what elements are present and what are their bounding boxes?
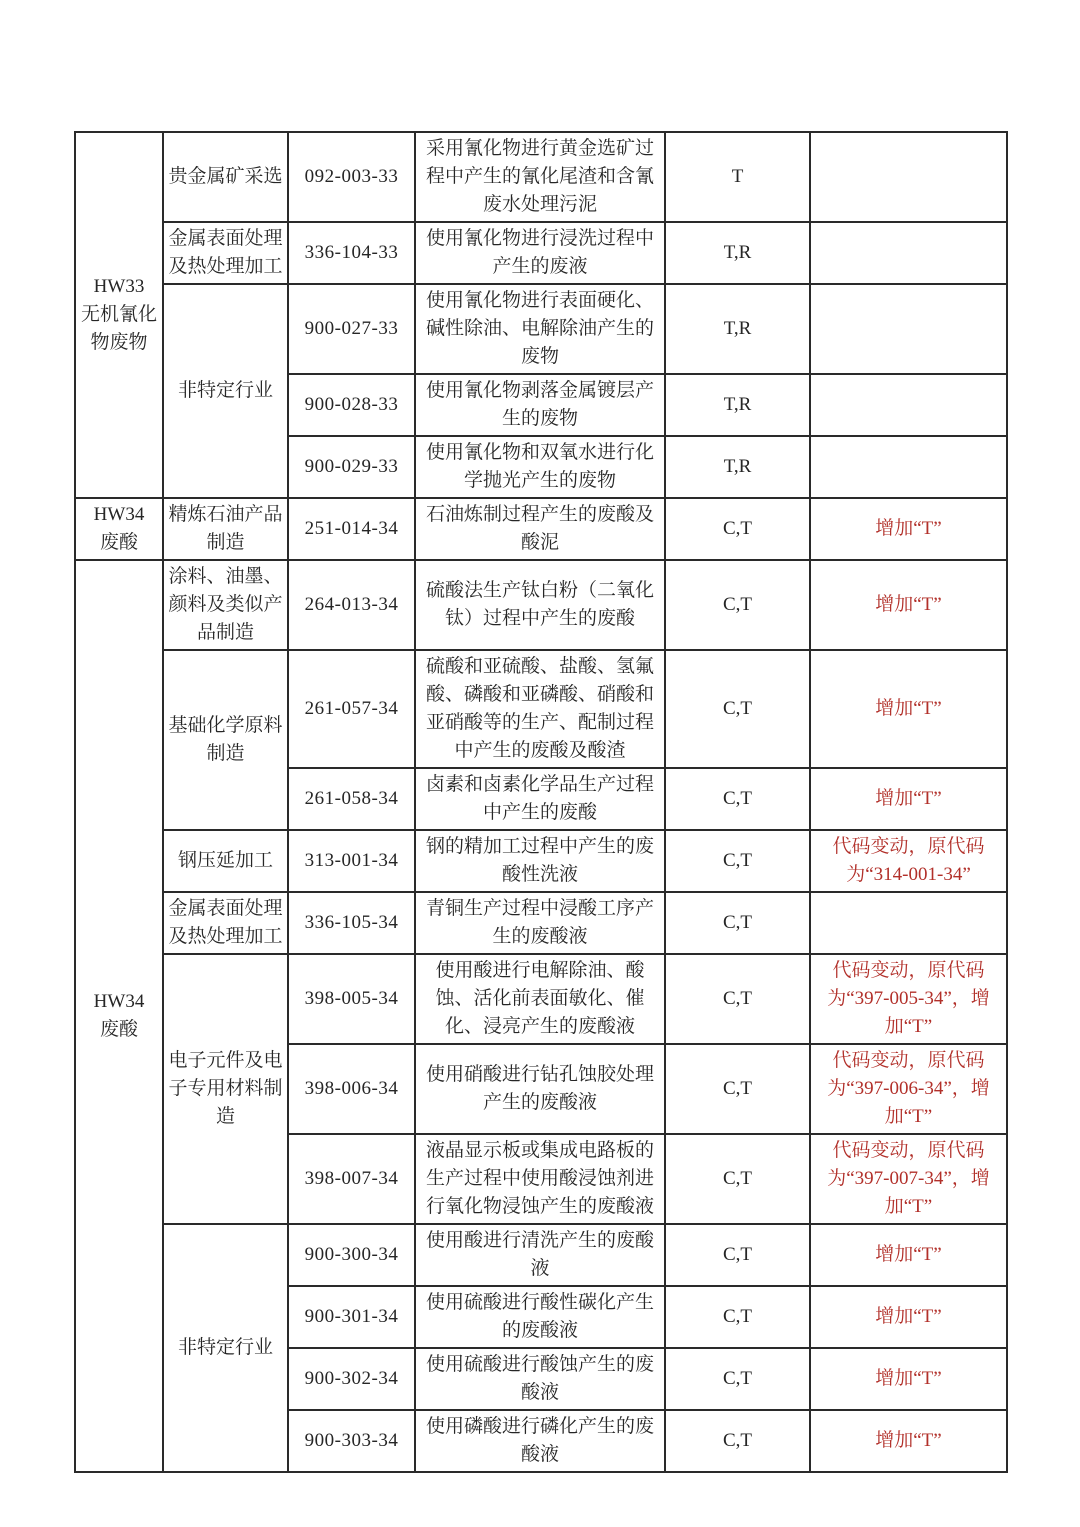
hazard-property-cell: C,T [665, 1348, 810, 1410]
waste-description-cell: 卤素和卤素化学品生产过程中产生的废酸 [415, 768, 665, 830]
waste-description-cell: 硫酸和亚硫酸、盐酸、氢氟酸、磷酸和亚磷酸、硝酸和亚硝酸等的生产、配制过程中产生的废酸及酸渣 [415, 650, 665, 768]
hw-group-id: HW34 [93, 504, 145, 525]
hazard-property-cell: T,R [665, 222, 810, 284]
industry-cell: 金属表面处理及热处理加工 [163, 892, 288, 954]
hw-group-name: 废酸 [99, 532, 138, 553]
waste-description-cell: 使用硫酸进行酸性碳化产生的废酸液 [415, 1286, 665, 1348]
industry-cell: 非特定行业 [163, 1224, 288, 1472]
waste-code-cell: 900-028-33 [288, 374, 415, 436]
table-row [75, 284, 1007, 374]
hazard-property-cell: C,T [665, 650, 810, 768]
waste-description-cell: 石油炼制过程产生的废酸及酸泥 [415, 498, 665, 560]
waste-description-cell: 使用酸进行电解除油、酸蚀、活化前表面敏化、催化、浸亮产生的废酸液 [415, 954, 665, 1044]
waste-code-cell: 261-057-34 [288, 650, 415, 768]
waste-description-cell: 使用硫酸进行酸蚀产生的废酸液 [415, 1348, 665, 1410]
table-row [75, 954, 1007, 1044]
hazard-property-cell: T,R [665, 284, 810, 374]
waste-code-cell: 900-027-33 [288, 284, 415, 374]
waste-description-cell: 采用氰化物进行黄金选矿过程中产生的氰化尾渣和含氰废水处理污泥 [415, 132, 665, 222]
industry-cell: 贵金属矿采选 [163, 132, 288, 222]
waste-code-cell: 900-303-34 [288, 1410, 415, 1472]
remark-cell: 增加“T” [810, 498, 1007, 560]
hw-group-cell [75, 498, 163, 560]
table-row [75, 650, 1007, 768]
remark-cell [810, 892, 1007, 954]
remark-cell: 增加“T” [810, 1224, 1007, 1286]
remark-cell: 增加“T” [810, 650, 1007, 768]
hazard-property-cell: C,T [665, 1134, 810, 1224]
hw-group-name: 废酸 [99, 1019, 138, 1040]
industry-cell: 基础化学原料制造 [163, 650, 288, 830]
hazard-property-cell: C,T [665, 498, 810, 560]
hazard-property-cell: C,T [665, 1224, 810, 1286]
remark-cell: 增加“T” [810, 768, 1007, 830]
waste-description-cell: 使用氰化物进行浸洗过程中产生的废液 [415, 222, 665, 284]
waste-code-cell: 251-014-34 [288, 498, 415, 560]
industry-cell: 钢压延加工 [163, 830, 288, 892]
remark-cell: 增加“T” [810, 560, 1007, 650]
remark-cell [810, 436, 1007, 498]
remark-cell [810, 284, 1007, 374]
remark-cell [810, 222, 1007, 284]
hazard-property-cell: C,T [665, 1044, 810, 1134]
remark-cell: 代码变动，原代码为“397-006-34”，增加“T” [810, 1044, 1007, 1134]
waste-code-cell: 336-105-34 [288, 892, 415, 954]
waste-code-cell: 900-029-33 [288, 436, 415, 498]
remark-cell [810, 374, 1007, 436]
waste-code-cell: 398-006-34 [288, 1044, 415, 1134]
industry-cell: 非特定行业 [163, 284, 288, 498]
table-row [75, 560, 1007, 650]
remark-cell: 增加“T” [810, 1348, 1007, 1410]
hw-group-name: 无机氰化物废物 [80, 304, 157, 353]
hw-group-id: HW34 [93, 991, 145, 1012]
hazard-property-cell: C,T [665, 560, 810, 650]
waste-description-cell: 青铜生产过程中浸酸工序产生的废酸液 [415, 892, 665, 954]
waste-description-cell: 液晶显示板或集成电路板的生产过程中使用酸浸蚀剂进行氧化物浸蚀产生的废酸液 [415, 1134, 665, 1224]
hazard-property-cell: C,T [665, 768, 810, 830]
table-row [75, 498, 1007, 560]
waste-code-cell: 092-003-33 [288, 132, 415, 222]
industry-cell: 涂料、油墨、颜料及类似产品制造 [163, 560, 288, 650]
hazard-property-cell: T,R [665, 374, 810, 436]
waste-code-cell: 900-300-34 [288, 1224, 415, 1286]
industry-cell: 精炼石油产品制造 [163, 498, 288, 560]
hazard-property-cell: C,T [665, 1286, 810, 1348]
hazard-property-cell: C,T [665, 954, 810, 1044]
waste-description-cell: 使用氰化物进行表面硬化、碱性除油、电解除油产生的废物 [415, 284, 665, 374]
hazard-property-cell: T,R [665, 436, 810, 498]
remark-cell [810, 132, 1007, 222]
table-row [75, 222, 1007, 284]
industry-cell: 电子元件及电子专用材料制造 [163, 954, 288, 1224]
waste-code-cell: 336-104-33 [288, 222, 415, 284]
table-row [75, 830, 1007, 892]
waste-code-cell: 313-001-34 [288, 830, 415, 892]
remark-cell: 代码变动，原代码为“397-007-34”，增加“T” [810, 1134, 1007, 1224]
waste-code-cell: 261-058-34 [288, 768, 415, 830]
hazard-property-cell: C,T [665, 892, 810, 954]
hw-group-id: HW33 [93, 276, 145, 297]
table-row [75, 132, 1007, 222]
waste-code-cell: 398-005-34 [288, 954, 415, 1044]
hazard-property-cell: C,T [665, 1410, 810, 1472]
waste-description-cell: 使用氰化物剥落金属镀层产生的废物 [415, 374, 665, 436]
waste-code-cell: 900-301-34 [288, 1286, 415, 1348]
waste-code-cell: 264-013-34 [288, 560, 415, 650]
remark-cell: 代码变动，原代码为“314-001-34” [810, 830, 1007, 892]
remark-cell: 代码变动，原代码为“397-005-34”，增加“T” [810, 954, 1007, 1044]
hw-group-cell [75, 560, 163, 1472]
table-row [75, 1224, 1007, 1286]
remark-cell: 增加“T” [810, 1410, 1007, 1472]
hazard-property-cell: C,T [665, 830, 810, 892]
waste-description-cell: 钢的精加工过程中产生的废酸性洗液 [415, 830, 665, 892]
waste-code-cell: 398-007-34 [288, 1134, 415, 1224]
waste-code-cell: 900-302-34 [288, 1348, 415, 1410]
hazardous-waste-table [74, 131, 1008, 1473]
waste-description-cell: 使用磷酸进行磷化产生的废酸液 [415, 1410, 665, 1472]
waste-description-cell: 使用硝酸进行钻孔蚀胶处理产生的废酸液 [415, 1044, 665, 1134]
industry-cell: 金属表面处理及热处理加工 [163, 222, 288, 284]
hazard-property-cell: T [665, 132, 810, 222]
waste-description-cell: 使用氰化物和双氧水进行化学抛光产生的废物 [415, 436, 665, 498]
waste-description-cell: 使用酸进行清洗产生的废酸液 [415, 1224, 665, 1286]
waste-description-cell: 硫酸法生产钛白粉（二氧化钛）过程中产生的废酸 [415, 560, 665, 650]
hw-group-cell [75, 132, 163, 498]
remark-cell: 增加“T” [810, 1286, 1007, 1348]
table-row [75, 892, 1007, 954]
